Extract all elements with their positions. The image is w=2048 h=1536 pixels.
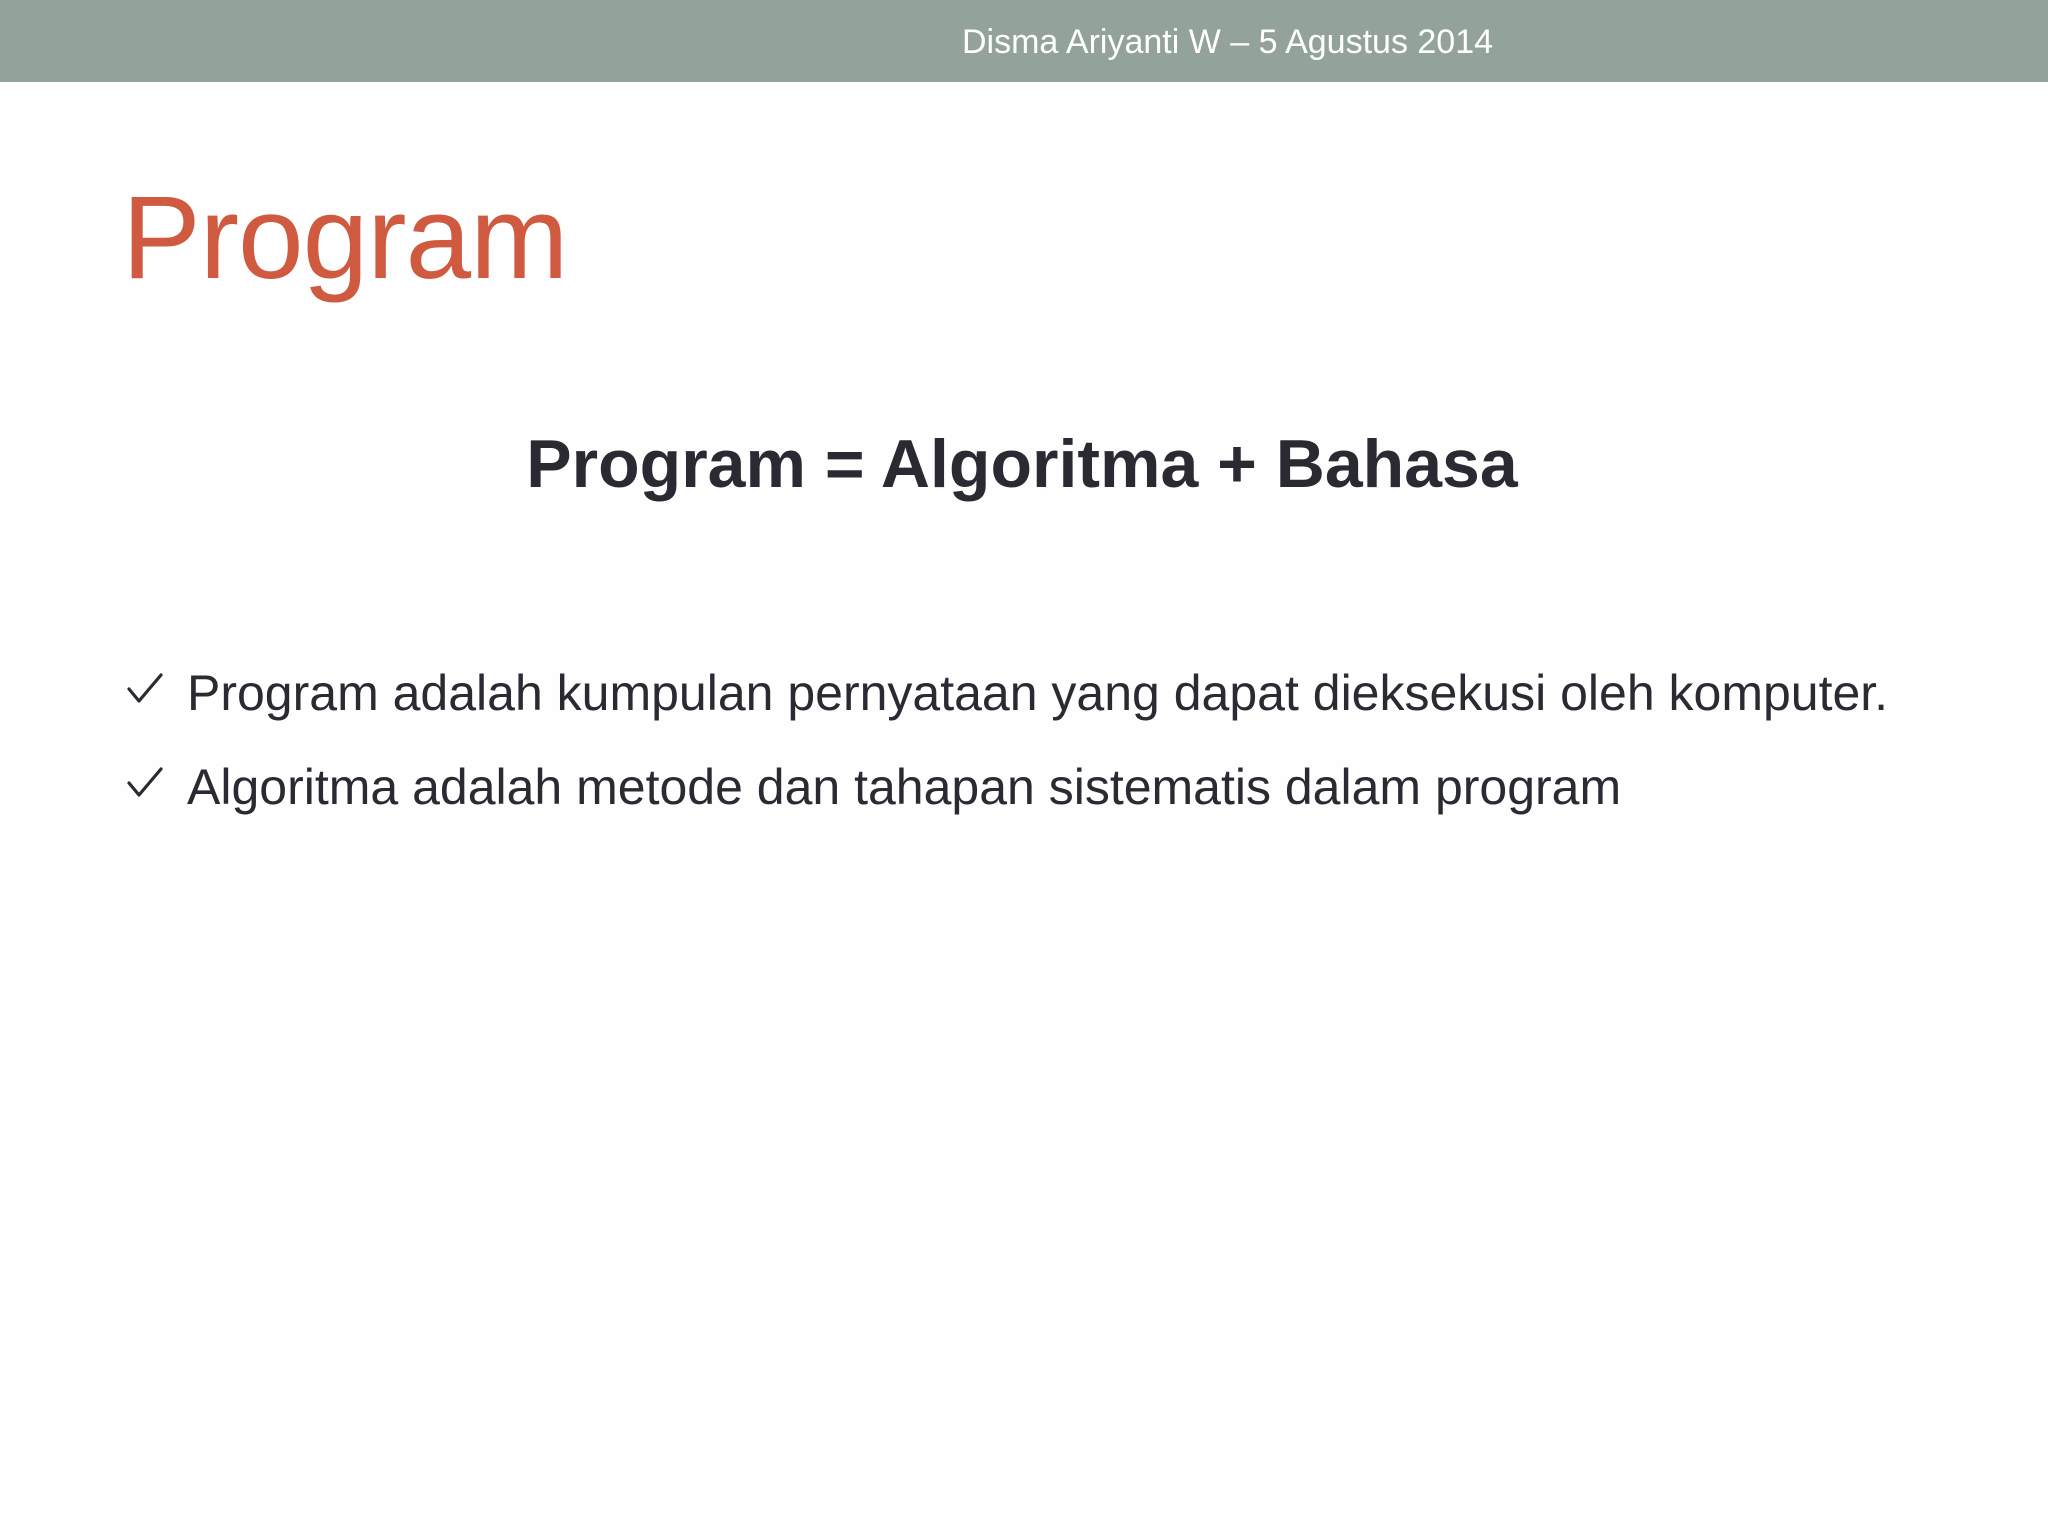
- check-icon: [126, 670, 164, 708]
- bullet-text: Program adalah kumpulan pernyataan yang dapat dieksekusi oleh komputer.: [187, 665, 1889, 721]
- formula-heading: [0, 422, 2048, 506]
- check-icon: [126, 764, 164, 802]
- slide-title: Program: [122, 172, 568, 304]
- formula-text: Program = Algoritma + Bahasa: [526, 426, 1518, 502]
- bullet-text: Algoritma adalah metode dan tahapan sistematis dalam program: [187, 759, 1622, 815]
- header-bar: [0, 0, 2048, 82]
- footer-text: Disma Ariyanti W – 5 Agustus 2014: [962, 23, 1494, 61]
